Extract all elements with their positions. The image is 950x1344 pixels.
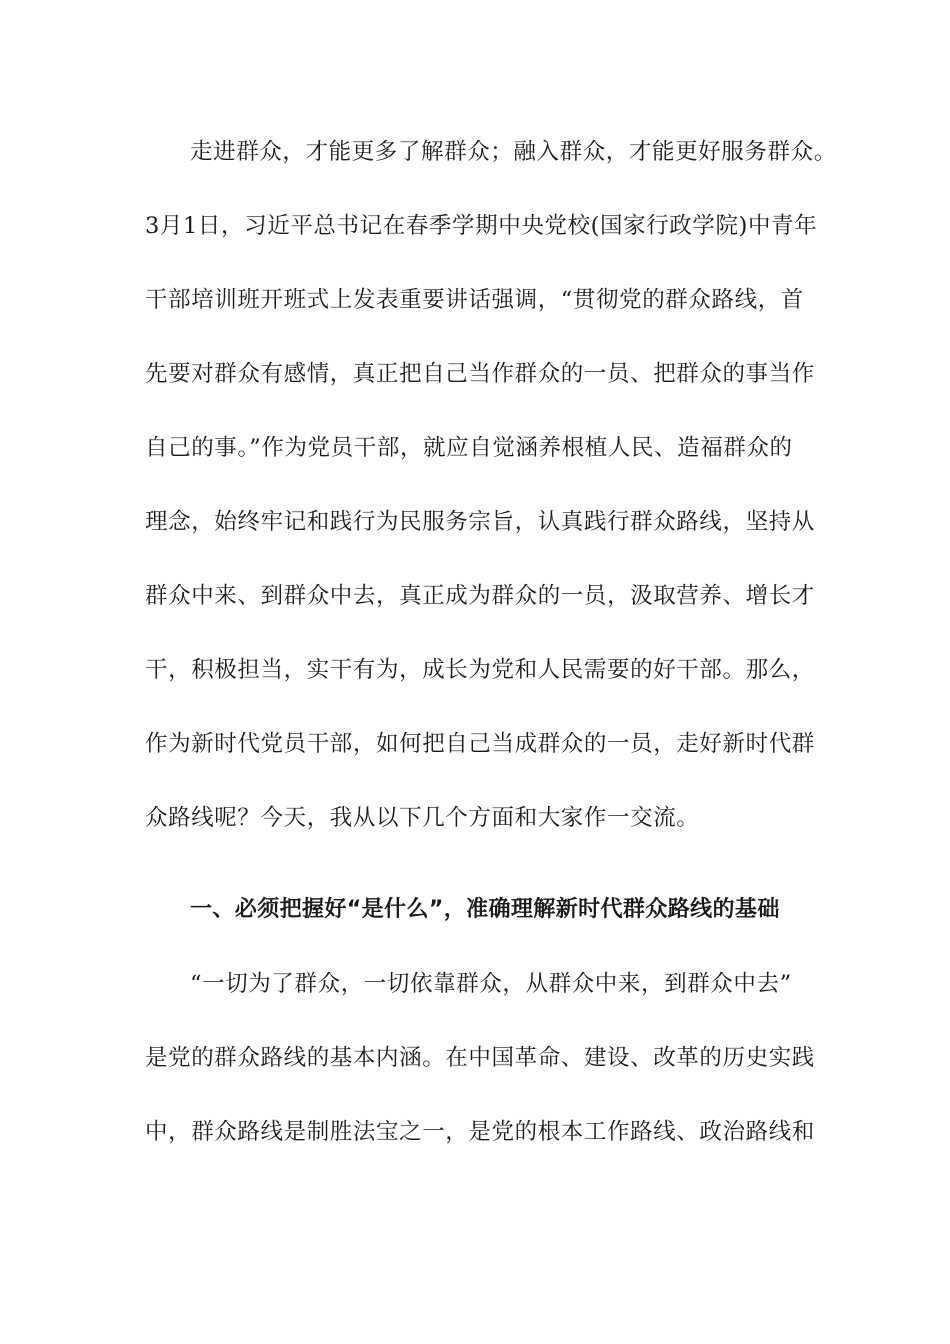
paragraph-2-line-1: “一切为了群众，一切依靠群众，从群众中来，到群众中去” [190,971,792,997]
paragraph-1-line-8: 干，积极担当，实干有为，成长为党和人民需要的好干部。那么， [145,657,815,683]
paragraph-1-line-1: 走进群众，才能更多了解群众；融入群众，才能更好服务群众。 [190,139,837,165]
paragraph-1-line-4: 先要对群众有感情，真正把自己当作群众的一员、把群众的事当作 [145,361,815,387]
paragraph-1-line-3: 干部培训班开班式上发表重要讲话强调，“贯彻党的群众路线，首 [145,287,804,313]
paragraph-1-line-2: 3月1日，习近平总书记在春季学期中央党校(国家行政学院)中青年 [145,213,818,239]
paragraph-1-line-5: 自己的事。”作为党员干部，就应自觉涵养根植人民、造福群众的 [145,435,793,461]
paragraph-2-line-3: 中，群众路线是制胜法宝之一，是党的根本工作路线、政治路线和 [145,1119,815,1145]
paragraph-1-line-6: 理念，始终牢记和践行为民服务宗旨，认真践行群众路线，坚持从 [145,509,815,535]
paragraph-2-line-2: 是党的群众路线的基本内涵。在中国革命、建设、改革的历史实践 [145,1045,815,1071]
paragraph-1-line-7: 群众中来、到群众中去，真正成为群众的一员，汲取营养、增长才 [145,583,815,609]
paragraph-1-line-10: 众路线呢？今天，我从以下几个方面和大家作一交流。 [145,805,700,831]
paragraph-1-line-9: 作为新时代党员干部，如何把自己当成群众的一员，走好新时代群 [145,731,815,757]
section-heading-1: 一、必须把握好“是什么”，准确理解新时代群众路线的基础 [190,897,780,922]
